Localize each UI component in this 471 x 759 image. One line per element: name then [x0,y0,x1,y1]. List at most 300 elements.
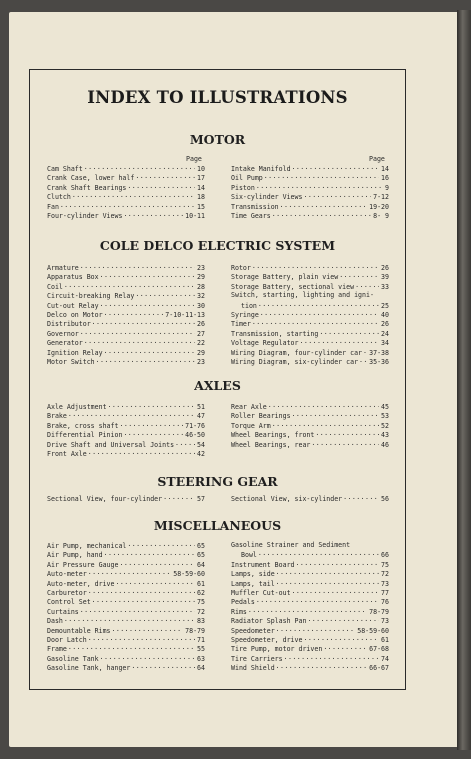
entry-label: Six-cylinder Views [231,193,303,202]
entry-label: Dash [47,617,63,626]
dot-leader [259,310,379,317]
entry-label: Wheel Bearings, rear [231,440,311,449]
entry-page-number: 27 [197,329,205,338]
entry-label: Control Set [47,598,91,607]
entry-label: Switch, starting, lighting and igni- [231,291,374,300]
page-column-header-left: Page [186,155,202,163]
entry-page-number: 42 [197,449,205,458]
entry-label: Rear Axle [231,403,267,411]
entry-label: Wheel Bearings, front [231,431,315,440]
index-entry [231,183,389,192]
entry-label: Wind Shield [231,664,275,673]
section-heading-steering: STEERING GEAR [157,474,278,489]
dot-leader [87,635,195,642]
axles-left-list [47,402,205,458]
dot-leader [63,616,195,623]
entry-page-number: 64 [197,664,205,673]
dot-leader [174,440,195,447]
dot-leader [291,588,380,595]
entry-page-number: 61 [197,579,205,588]
dot-leader [342,494,379,501]
index-entry [231,202,389,211]
dot-leader [122,211,183,218]
dot-leader [291,164,380,171]
entry-label: Auto-meter [47,570,87,579]
dot-leader [358,357,367,364]
dot-leader [103,310,164,317]
entry-page-number: 7-12 [373,193,389,202]
entry-label: Syringe [231,310,259,319]
index-entry [47,541,205,550]
index-entry [47,588,205,597]
index-entry [47,348,205,357]
dot-leader [79,607,195,614]
entry-label: Demountable Rims [47,626,111,635]
dot-leader [291,411,380,418]
entry-label: Gasoline Tank, hanger [47,664,131,673]
index-entry [47,449,205,458]
dot-leader [295,560,380,567]
index-entry [47,644,205,653]
index-entry [231,173,389,182]
entry-page-number: 66 [381,551,389,560]
entry-label: Voltage Regulator [231,339,299,348]
index-entry [47,183,205,192]
dot-leader [247,607,367,614]
entry-page-number: 14 [197,183,205,192]
dot-leader [275,626,356,633]
dot-leader [257,301,379,308]
index-entry [231,663,389,672]
entry-page-number: 83 [197,617,205,626]
index-entry [231,494,389,503]
dot-leader [59,202,195,209]
entry-page-number: 64 [197,560,205,569]
dot-leader [99,272,195,279]
index-entry [47,202,205,211]
dot-leader [310,440,379,447]
index-entry [47,635,205,644]
entry-page-number: 52 [381,421,389,430]
entry-page-number: 74 [381,654,389,663]
steering-right-list [231,494,389,503]
dot-leader [87,569,172,576]
index-entry [47,291,205,300]
dot-leader [91,597,195,604]
entry-page-number: 32 [197,292,205,301]
entry-label: Generator [47,339,83,348]
index-entry [231,164,389,173]
index-entry [47,263,205,272]
index-entry [47,402,205,411]
entry-label: Bowl [241,551,257,560]
entry-page-number: 8- 9 [373,211,389,220]
entry-page-number: 16 [381,174,389,183]
entry-page-number: 62 [197,588,205,597]
entry-label: Circuit-breaking Relay [47,292,135,301]
index-entry [47,560,205,569]
entry-page-number: 77 [381,588,389,597]
section-heading-electric: COLE DELCO ELECTRIC SYSTEM [99,238,336,253]
entry-page-number: 65 [197,542,205,550]
entry-label: Wiring Diagram, four-cylinder car [231,348,363,357]
entry-page-number: 56 [381,495,389,503]
entry-label: Timer [231,320,251,329]
index-entry [231,654,389,663]
dot-leader [67,644,195,651]
index-entry [47,579,205,588]
dot-leader [99,301,195,308]
dot-leader [115,579,196,586]
entry-page-number: 23 [197,264,205,272]
index-entry [231,211,389,220]
entry-label: Transmission, starting [231,329,319,338]
dot-leader [130,663,195,670]
dot-leader [255,597,379,604]
entry-page-number: 45 [381,403,389,411]
dot-leader [99,654,195,661]
entry-page-number: 57 [197,495,205,503]
entry-label: Lamps, tail [231,579,275,588]
index-entry [231,560,389,569]
entry-label: Governor [47,329,79,338]
entry-label: Rotor [231,264,251,272]
dot-leader [302,192,371,199]
electric-right-list [231,263,389,366]
entry-label: Roller Bearings [231,412,291,421]
dot-leader [83,338,195,345]
entry-page-number: 73 [381,617,389,626]
index-entry [231,348,389,357]
entry-label: Brake, cross shaft [47,421,119,430]
index-entry [47,616,205,625]
entry-page-number: 17 [197,174,205,183]
entry-label: Gasoline Tank [47,654,99,663]
entry-page-number: 26 [381,264,389,272]
entry-label: Door Latch [47,635,87,644]
entry-label: Sectional View, six-cylinder [231,495,343,503]
index-entry [231,597,389,606]
index-entry [231,626,389,635]
entry-page-number: 43 [381,431,389,440]
entry-page-number: 72 [197,607,205,616]
entry-page-number: 29 [197,273,205,282]
index-entry [231,644,389,653]
entry-label: Differential Pinion [47,431,123,440]
entry-page-number: 33 [381,282,389,291]
entry-label: Drive Shaft and Universal Joints [47,440,175,449]
index-entry [231,329,389,338]
index-entry [47,569,205,578]
index-entry [231,635,389,644]
entry-label: Auto-meter, drive [47,579,115,588]
entry-label: Radiator Splash Pan [231,617,307,626]
index-entry [231,319,389,328]
page-column-header-right: Page [369,155,385,163]
entry-label: Fan [47,202,59,211]
index-entry [231,192,389,201]
index-entry [47,192,205,201]
entry-page-number: 29 [197,348,205,357]
dot-leader [275,569,379,576]
entry-label: Crank Case, lower half [47,174,135,183]
dot-leader [338,272,379,279]
entry-page-number: 7-10-11-13 [165,310,205,319]
entry-page-number: 65 [197,551,205,560]
entry-page-number: 37-38 [369,348,389,357]
misc-right-list [231,541,389,672]
index-entry [231,282,389,291]
dot-leader [118,560,195,567]
dot-leader [251,319,379,326]
entry-label: Air Pressure Gauge [47,560,119,569]
entry-label: Crank Shaft Bearings [47,183,127,192]
entry-label: Storage Battery, plain view [231,273,339,282]
entry-page-number: 30 [197,301,205,310]
index-entry [231,421,389,430]
dot-leader [134,173,195,180]
index-entry [47,494,205,503]
dot-leader [118,421,183,428]
index-entry [47,597,205,606]
index-entry [47,550,205,559]
dot-leader [257,550,379,557]
index-entry [231,263,389,272]
entry-page-number: 71 [197,635,205,644]
dot-leader [314,430,379,437]
entry-label: Gasoline Strainer and Sediment [231,541,351,549]
entry-page-number: 34 [381,339,389,348]
steering-left-list [47,494,205,503]
entry-label: Tire Pump, motor driven [231,645,323,654]
entry-page-number: 46 [381,440,389,449]
index-entry [231,310,389,319]
page-title: INDEX TO ILLUSTRATIONS [87,88,348,107]
entry-label: Curtains [47,607,79,616]
entry-label: Lamps, side [231,570,275,579]
entry-label: Transmission [231,202,279,211]
index-entry [47,211,205,220]
entry-label: Four-cylinder Views [47,211,123,220]
dot-leader [107,402,196,409]
electric-left-list [47,263,205,366]
entry-label: Pedals [231,598,255,607]
entry-page-number: 51 [197,403,205,411]
entry-page-number: 47 [197,412,205,421]
index-entry [47,282,205,291]
entry-label: Muffler Cut-out [231,588,291,597]
dot-leader [263,173,379,180]
entry-label: Air Pump, hand [47,551,103,560]
dot-leader [83,164,195,171]
dot-leader [79,263,195,270]
book-spine [457,10,471,750]
entry-label: Ignition Relay [47,348,103,357]
dot-leader [126,541,195,548]
index-entry [231,272,389,281]
entry-page-number: 72 [381,570,389,579]
entry-page-number: 35-36 [369,357,389,366]
index-entry [231,440,389,449]
entry-page-number: 58-59-60 [173,570,205,579]
index-entry [231,616,389,625]
index-entry [231,301,389,310]
entry-label: Front Axle [47,449,87,458]
index-entry [47,357,205,366]
entry-label: Apparatus Box [47,273,99,282]
index-entry [47,607,205,616]
dot-leader [67,411,195,418]
dot-leader [306,616,379,623]
entry-label: Delco on Motor [47,310,103,319]
dot-leader [79,329,195,336]
dot-leader [302,635,379,642]
index-entry [47,329,205,338]
entry-page-number: 73 [381,579,389,588]
dot-leader [87,588,195,595]
entry-label: Coil [47,282,63,291]
index-entry [47,421,205,430]
index-entry [231,579,389,588]
dot-leader [63,282,195,289]
index-entry [47,272,205,281]
dot-leader [111,626,184,633]
entry-label: Torque Arm [231,421,271,430]
index-entry [47,411,205,420]
entry-page-number: 10 [197,165,205,173]
dot-leader [122,430,183,437]
entry-page-number: 54 [197,440,205,449]
entry-label: Armature [47,264,79,272]
index-entry [231,411,389,420]
entry-label: Instrument Board [231,560,295,569]
dot-leader [271,211,371,218]
motor-left-list [47,164,205,220]
entry-label: tion [241,301,257,310]
index-entry [47,338,205,347]
entry-label: Cam Shaft [47,165,83,173]
index-entry [47,164,205,173]
entry-label: Wiring Diagram, six-cylinder car [231,357,359,366]
dot-leader [162,494,195,501]
axles-right-list [231,402,389,449]
entry-label: Storage Battery, sectional view [231,282,355,291]
entry-label: Motor Switch [47,357,95,366]
entry-label: Brake [47,412,67,421]
index-entry [231,357,389,366]
entry-page-number: 18 [197,193,205,202]
dot-leader [299,338,380,345]
entry-label: Frame [47,645,67,654]
entry-label: Distributor [47,320,91,329]
entry-label: Oil Pump [231,174,263,183]
dot-leader [267,402,379,409]
index-entry [47,626,205,635]
entry-label: Carburetor [47,588,87,597]
entry-page-number: 75 [197,598,205,607]
entry-page-number: 24 [381,329,389,338]
entry-page-number: 58-59-60 [357,626,389,635]
index-entry [231,338,389,347]
index-entry [231,550,389,559]
index-entry [47,663,205,672]
entry-page-number: 26 [197,320,205,329]
index-entry [231,430,389,439]
entry-page-number: 39 [381,273,389,282]
entry-page-number: 26 [381,320,389,329]
entry-page-number: 22 [197,339,205,348]
entry-page-number: 78-79 [369,607,389,616]
entry-label: Speedometer [231,626,275,635]
entry-label: Time Gears [231,211,271,220]
entry-label: Tire Carriers [231,654,283,663]
index-entry [47,654,205,663]
index-entry [231,402,389,411]
dot-leader [275,579,379,586]
entry-label: Sectional View, four-cylinder [47,495,163,503]
entry-label: Axle Adjustment [47,403,107,411]
dot-leader [71,192,195,199]
index-entry [47,430,205,439]
dot-leader [322,644,367,651]
motor-right-list [231,164,389,220]
entry-label: Intake Manifold [231,165,291,173]
dot-leader [318,329,379,336]
entry-page-number: 71-76 [185,421,205,430]
entry-page-number: 46-50 [185,431,205,440]
dot-leader [91,319,195,326]
misc-left-list [47,541,205,672]
entry-label: Clutch [47,193,71,202]
index-entry [47,301,205,310]
index-entry [47,310,205,319]
entry-page-number: 25 [381,301,389,310]
entry-page-number: 55 [197,645,205,654]
dot-leader [255,183,383,190]
entry-label: Cut-out Relay [47,301,99,310]
index-entry [231,588,389,597]
entry-label: Piston [231,183,255,192]
dot-leader [103,348,195,355]
dot-leader [354,282,379,289]
entry-page-number: 53 [381,412,389,421]
entry-page-number: 40 [381,310,389,319]
dot-leader [251,263,379,270]
index-entry [231,541,389,550]
entry-page-number: 61 [381,635,389,644]
entry-page-number: 28 [197,282,205,291]
entry-page-number: 14 [381,165,389,173]
entry-page-number: 19-20 [369,202,389,211]
dot-leader [126,183,195,190]
dot-leader [279,202,368,209]
entry-page-number: 10-11 [185,211,205,220]
entry-label: Speedometer, drive [231,635,303,644]
entry-page-number: 75 [381,560,389,569]
entry-page-number: 76 [381,598,389,607]
entry-page-number: 15 [197,202,205,211]
entry-page-number: 78-79 [185,626,205,635]
dot-leader [134,291,195,298]
index-entry [47,319,205,328]
entry-page-number: 9 [385,183,389,192]
index-entry [47,440,205,449]
index-entry [231,607,389,616]
dot-leader [271,421,379,428]
section-heading-motor: MOTOR [189,132,246,147]
entry-label: Air Pump, mechanical [47,542,127,550]
index-entry [47,173,205,182]
